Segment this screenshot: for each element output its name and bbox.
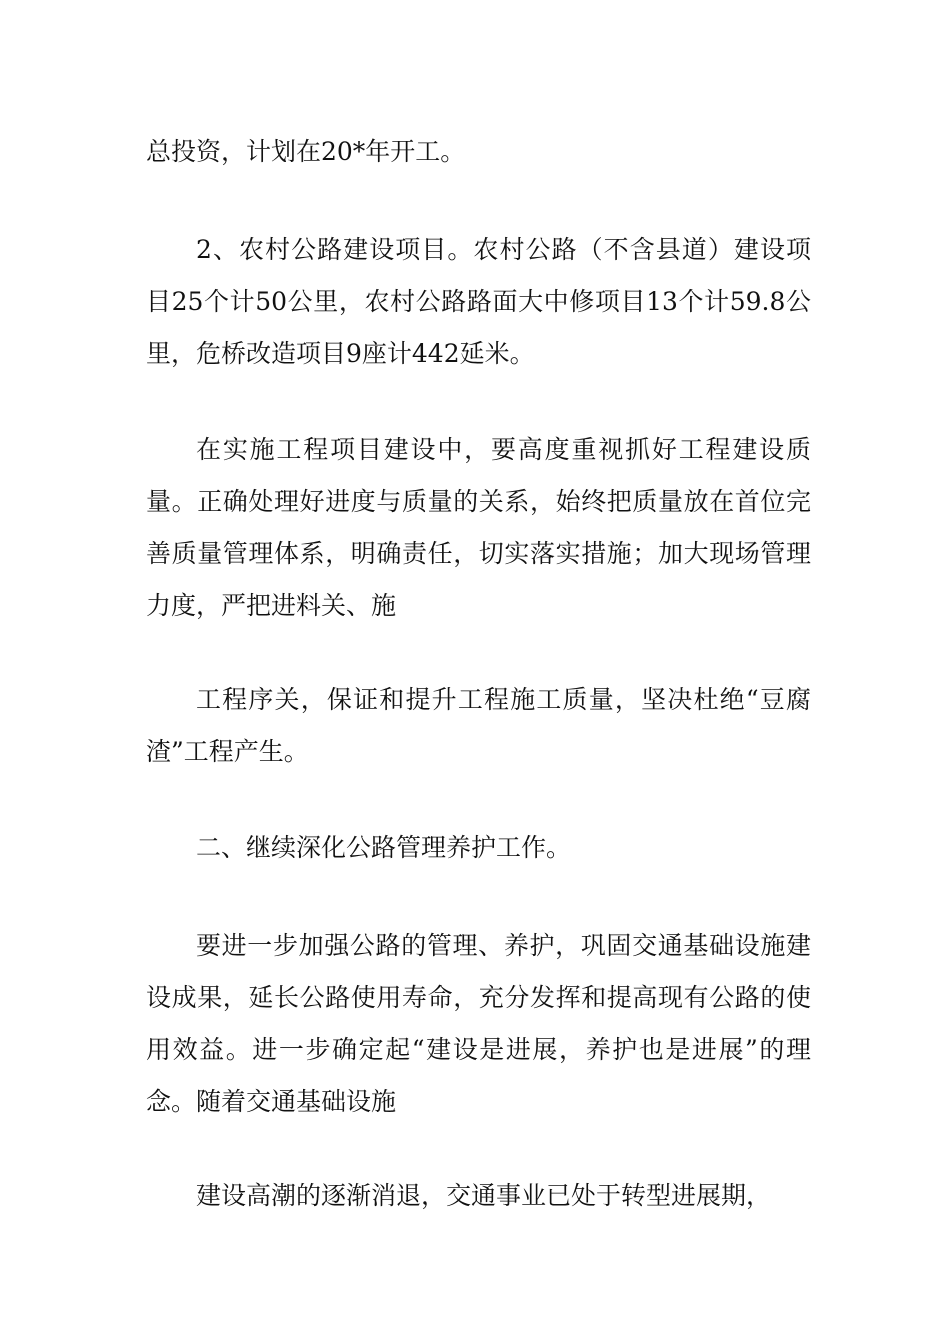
paragraph-transition-period: 建设高潮的逐渐消退，交通事业已处于转型进展期，	[196, 1181, 772, 1210]
paragraph-quality-control: 在实施工程项目建设中，要高度重视抓好工程建设质量。正确处理好进度与质量的关系，始终把质量放在首位完善质量管理体系，明确责任，切实落实措施；加大现场管理力度，严把进料关、施	[146, 435, 811, 620]
paragraph-construction-quality: 工程序关，保证和提升工程施工质量，坚决杜绝“豆腐渣”工程产生。	[146, 685, 811, 766]
paragraph-maintenance-goals: 要进一步加强公路的管理、养护，巩固交通基础设施建设成果，延长公路使用寿命，充分发挥和提高现有公路的使用效益。进一步确定起“建设是进展，养护也是进展”的理念。随着交通基础设施	[146, 931, 811, 1116]
section-heading-road-maintenance: 二、继续深化公路管理养护工作。	[196, 833, 572, 862]
paragraph-rural-road-projects: 2、农村公路建设项目。农村公路（不含县道）建设项目25个计50公里，农村公路路面大中修项目13个计59.8公里，危桥改造项目9座计442延米。	[146, 235, 811, 368]
paragraph-investment-plan: 总投资，计划在20*年开工。	[146, 137, 466, 166]
